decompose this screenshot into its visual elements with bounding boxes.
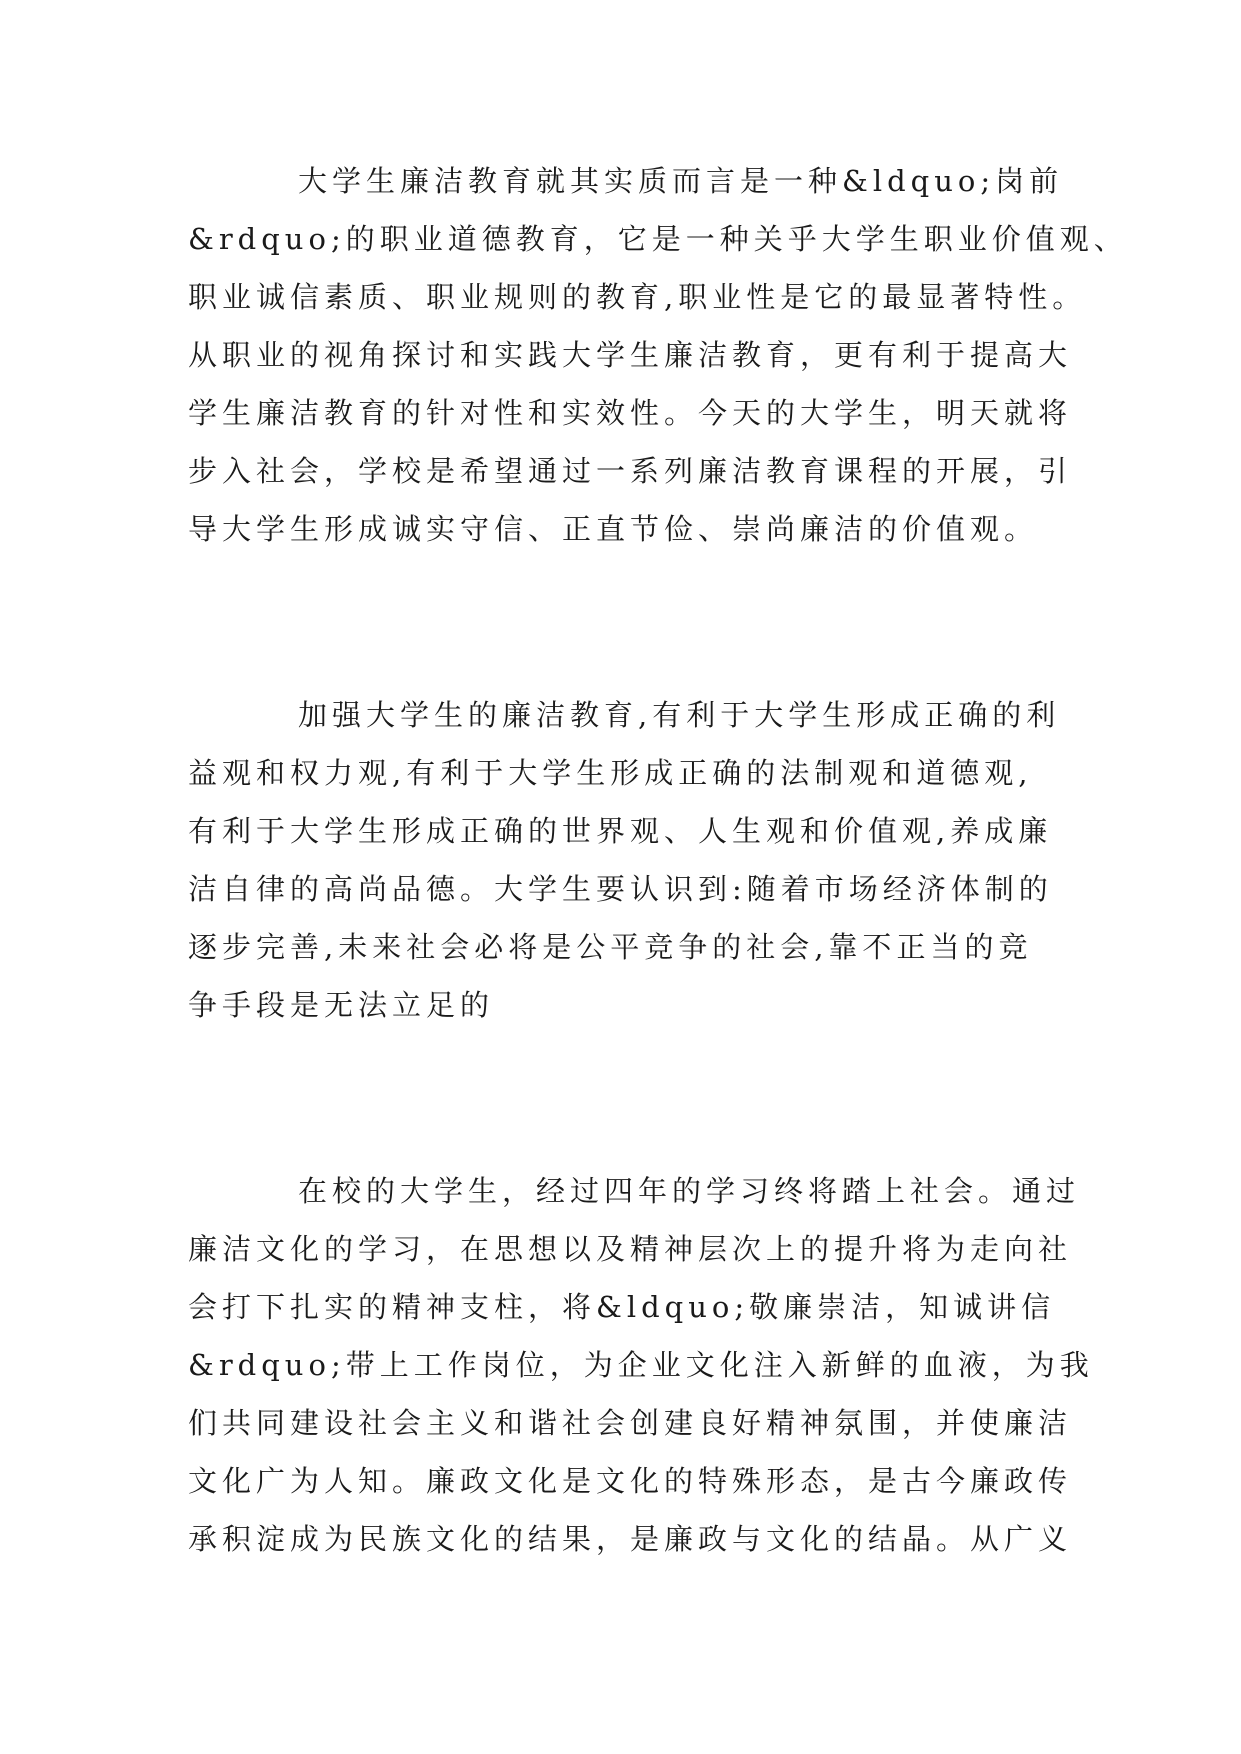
text-line: 加强大学生的廉洁教育,有利于大学生形成正确的利 [298, 698, 1061, 732]
paragraph-3 [188, 1172, 1094, 1578]
paragraph-2 [188, 696, 1068, 1044]
text-line: 会打下扎实的精神支柱，将&ldquo;敬廉崇洁，知诚讲信 [188, 1290, 1056, 1324]
text-line: 学生廉洁教育的针对性和实效性。今天的大学生，明天就将 [188, 396, 1073, 430]
text-line: 有利于大学生形成正确的世界观、人生观和价值观,养成廉 [188, 814, 1053, 848]
text-line: 大学生廉洁教育就其实质而言是一种&ldquo;岗前 [298, 164, 1064, 198]
text-line: 廉洁文化的学习，在思想以及精神层次上的提升将为走向社 [188, 1232, 1073, 1266]
paragraph-1 [188, 162, 1128, 568]
text-line: 在校的大学生，经过四年的学习终将踏上社会。通过 [298, 1174, 1081, 1208]
text-line: 洁自律的高尚品德。大学生要认识到:随着市场经济体制的 [188, 872, 1053, 906]
text-line: &rdquo;的职业道德教育，它是一种关乎大学生职业价值观、 [188, 222, 1128, 256]
text-line: 从职业的视角探讨和实践大学生廉洁教育，更有利于提高大 [188, 338, 1073, 372]
text-line: 职业诚信素质、职业规则的教育,职业性是它的最显著特性。 [188, 280, 1087, 314]
text-line: 们共同建设社会主义和谐社会创建良好精神氛围，并使廉洁 [188, 1406, 1073, 1440]
text-line: &rdquo;带上工作岗位，为企业文化注入新鲜的血液，为我 [188, 1348, 1094, 1382]
text-line: 导大学生形成诚实守信、正直节俭、崇尚廉洁的价值观。 [188, 512, 1039, 546]
text-line: 争手段是无法立足的 [188, 988, 495, 1022]
text-line: 承积淀成为民族文化的结果，是廉政与文化的结晶。从广义 [188, 1522, 1073, 1556]
text-line: 逐步完善,未来社会必将是公平竞争的社会,靠不正当的竞 [188, 930, 1033, 964]
text-line: 文化广为人知。廉政文化是文化的特殊形态，是古今廉政传 [188, 1464, 1073, 1498]
text-line: 步入社会，学校是希望通过一系列廉洁教育课程的开展，引 [188, 454, 1073, 488]
text-line: 益观和权力观,有利于大学生形成正确的法制观和道德观, [188, 756, 1033, 790]
